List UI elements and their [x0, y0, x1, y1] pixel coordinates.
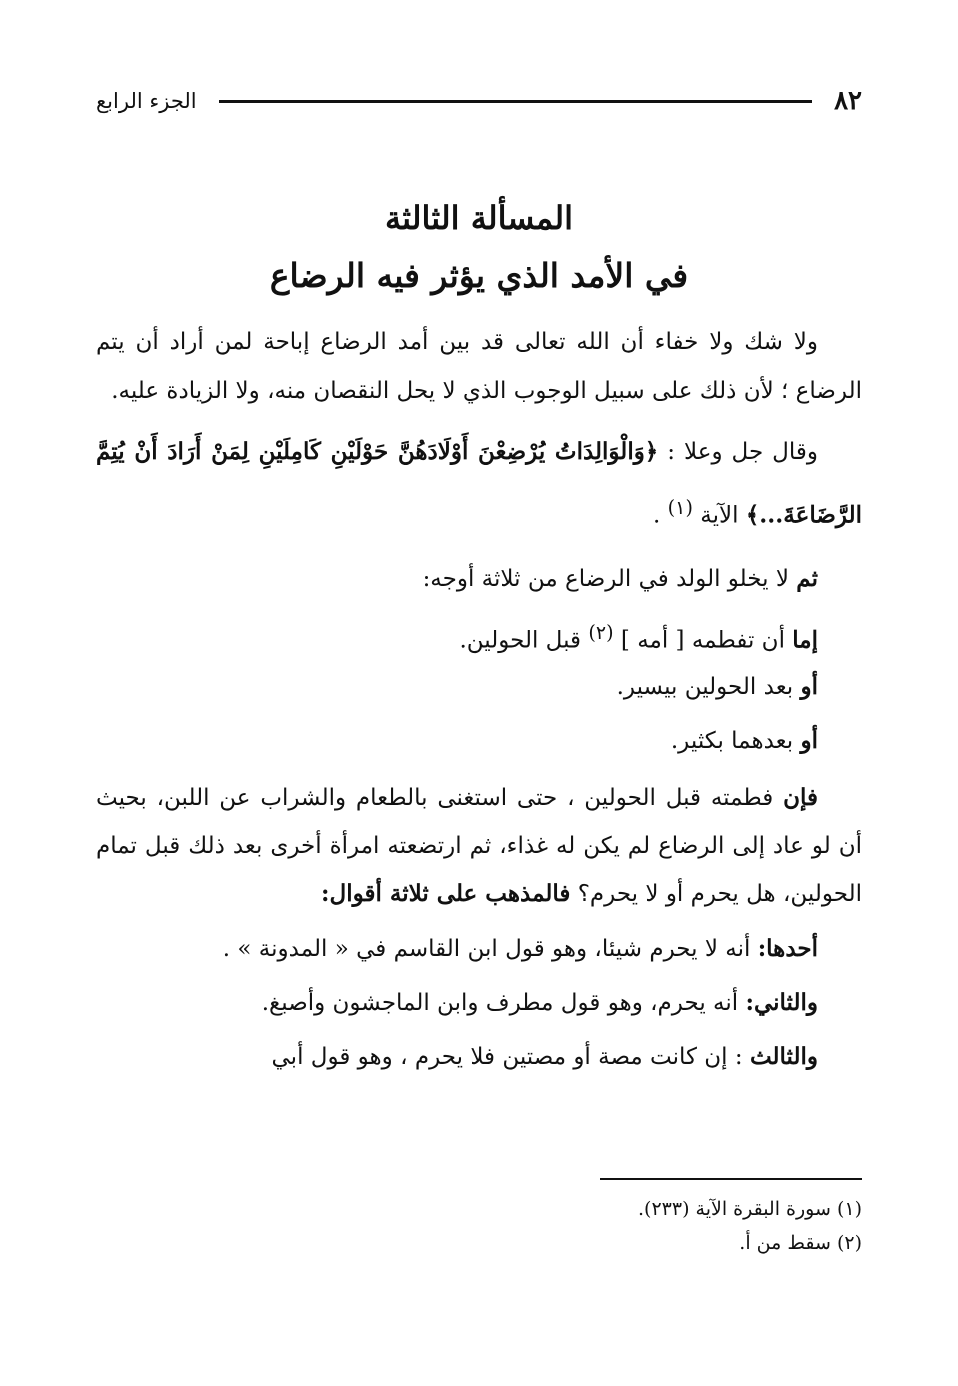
line-cases-intro	[96, 552, 862, 606]
line-text: أنه لا يحرم شيئا، وهو قول ابن القاسم في « المدونة » .	[222, 935, 758, 962]
line-text: أن تفطمه [ أمه ]	[613, 627, 793, 654]
footnote-divider	[600, 1178, 862, 1180]
line-text: أنه يحرم، وهو قول مطرف وابن الماجشون وأصبغ.	[261, 989, 746, 1016]
quran-verse: ﴿وَالْوَالِدَاتُ يُرْضِعْنَ أَوْلَادَهُنَّ حَوْلَيْنِ كَامِلَيْنِ لِمَنْ أَرَادَ أَنْ يُتِمَّ الرَّضَاعَةَ...﴾	[96, 438, 862, 529]
lead-word: ثم	[796, 564, 818, 592]
subject-title: في الأمد الذي يؤثر فيه الرضاع	[269, 256, 689, 295]
line-text-end: قبل الحولين.	[459, 627, 589, 654]
lead-word: أو	[800, 672, 818, 700]
lead-word: فإن	[783, 783, 818, 811]
main-text	[96, 318, 862, 1084]
line-opinion-1	[96, 922, 862, 976]
lead-word: أو	[800, 726, 818, 754]
footnote-ref-2: (٢)	[588, 620, 614, 644]
line-case-3	[96, 714, 862, 768]
page-number: ٨٢	[834, 86, 862, 116]
line-text: بعدهما بكثير.	[670, 727, 801, 754]
paragraph-verse	[96, 424, 862, 544]
verse-end: .	[653, 502, 668, 529]
footnote-2: (٢) سقط من أ.	[739, 1232, 862, 1254]
footnote-1: (١) سورة البقرة الآية (٢٣٣).	[637, 1198, 862, 1220]
opinions-heading: فالمذهب على ثلاثة أقوال:	[321, 879, 571, 907]
line-case-1	[96, 606, 862, 660]
paragraph-text: فطمته قبل الحولين ، حتى استغنى بالطعام والشراب عن اللبن، بحيث أن لو عاد إلى الرضاع لم يكن له غذاء، ثم ارتضعته امرأة أخرى بعد ذلك قبل تمام الحولين، هل يحرم أو لا يحرم؟	[96, 784, 862, 907]
section-titles	[96, 190, 862, 306]
lead-word: والثالث	[749, 1042, 818, 1070]
line-case-2	[96, 660, 862, 714]
part-label: الجزء الرابع	[96, 89, 197, 113]
line-text: بعد الحولين بيسير.	[616, 673, 801, 700]
paragraph-weaning	[96, 774, 862, 918]
verse-lead: وقال جل وعلا :	[658, 439, 818, 465]
lead-word: أحدها:	[757, 934, 818, 962]
paragraph-intro: ولا شك ولا خفاء أن الله تعالى قد بين أمد الرضاع إباحة لمن أراد أن يتم الرضاع ؛ لأن ذلك على سبيل الوجوب الذي لا يحل النقصان منه، ولا الزيادة عليه.	[96, 329, 862, 404]
header-rule	[219, 100, 812, 103]
line-opinion-3	[96, 1030, 862, 1084]
line-text: لا يخلو الولد في الرضاع من ثلاثة أوجه:	[422, 565, 797, 592]
running-header	[96, 84, 862, 118]
issue-title: المسألة الثالثة	[384, 199, 574, 237]
footnote-ref-1: (١)	[667, 496, 693, 519]
lead-word: إما	[792, 626, 818, 654]
footnotes	[96, 1192, 862, 1260]
verse-tail: الآية	[692, 502, 746, 529]
lead-word: والثاني:	[745, 988, 818, 1016]
line-opinion-2	[96, 976, 862, 1030]
line-text: : إن كانت مصة أو مصتين فلا يحرم ، وهو قول أبي	[271, 1043, 750, 1070]
